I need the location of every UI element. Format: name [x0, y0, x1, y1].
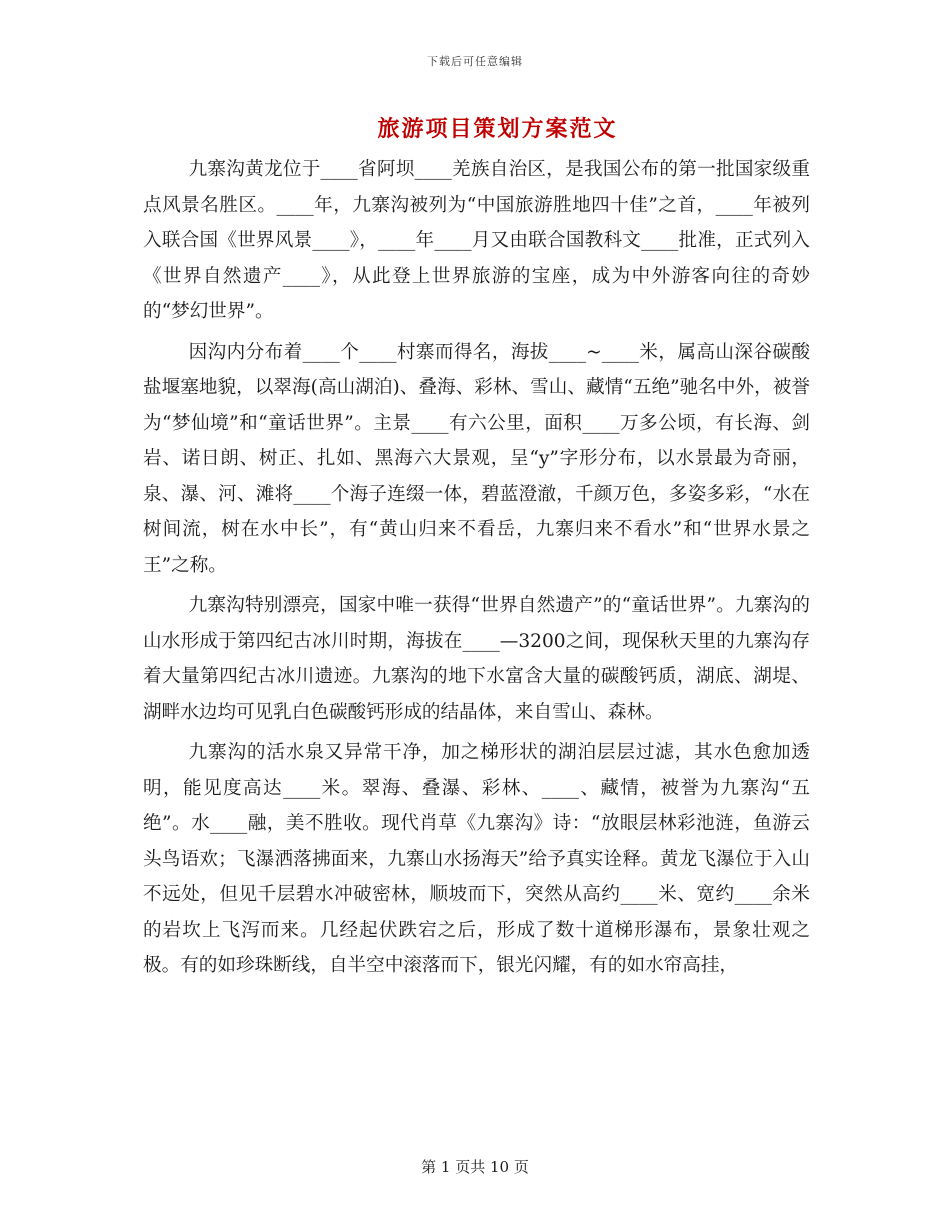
document-title: 旅游项目策划方案范文	[377, 116, 618, 142]
paragraph-3: 九寨沟特别漂亮，国家中唯一获得“世界自然遗产”的“童话世界”。九寨沟的山水形成于第四纪古冰川时期，海拔在____—3200之间，现保秋天里的九寨沟存着大量第四纪古冰川遗迹。九寨沟的地下水富含大量的碳酸钙质，湖底、湖堤、湖畔水边均可见乳白色碳酸钙形成的结晶体，来自雪山、森林。	[143, 595, 810, 723]
page-number: 第 1 页共 10 页	[421, 1158, 529, 1176]
paragraph-4: 九寨沟的活水泉又异常干净，加之梯形状的湖泊层层过滤，其水色愈加透明，能见度高达____米。翠海、叠瀑、彩林、____、藏情，被誉为九寨沟“五绝”。水____融，美不胜收。现代肖草《九寨沟》诗：“放眼层林彩池涟，鱼游云头鸟语欢；飞瀑洒落拂面来，九寨山水扬海天”给予真实诠释。黄龙飞瀑位于入山不远处，但见千层碧水冲破密林，顺坡而下，突然从高约____米、宽约____余米的岩坎上飞泻而来。几经起伏跌宕之后，形成了数十道梯形瀑布，景象壮观之极。有的如珍珠断线，自半空中滚落而下，银光闪耀，有的如水帘高挂，	[143, 742, 810, 976]
paragraph-1: 九寨沟黄龙位于____省阿坝____羌族自治区，是我国公布的第一批国家级重点风景名胜区。____年，九寨沟被列为“中国旅游胜地四十佳”之首，____年被列入联合国《世界风景____》，____年____月又由联合国教科文____批准，正式列入《世界自然遗产____》，从此登上世界旅游的宝座，成为中外游客向往的奇妙的“梦幻世界”。	[143, 159, 810, 322]
header-note: 下载后可任意编辑	[427, 55, 523, 68]
paragraph-2: 因沟内分布着____个____村寨而得名，海拔____~____米，属高山深谷碳酸盐堰塞地貌，以翠海(高山湖泊)、叠海、彩林、雪山、藏情“五绝”驰名中外，被誉为“梦仙境”和“童话世界”。主景____有六公里，面积____万多公顷，有长海、剑岩、诺日朗、树正、扎如、黑海六大景观，呈“y”字形分布，以水景最为奇丽，泉、瀑、河、滩将____个海子连缀一体，碧蓝澄澈，千颜万色，多姿多彩，“水在树间流，树在水中长”，有“黄山归来不看岳，九寨归来不看水”和“世界水景之王”之称。	[143, 341, 810, 576]
document-body	[143, 152, 810, 989]
